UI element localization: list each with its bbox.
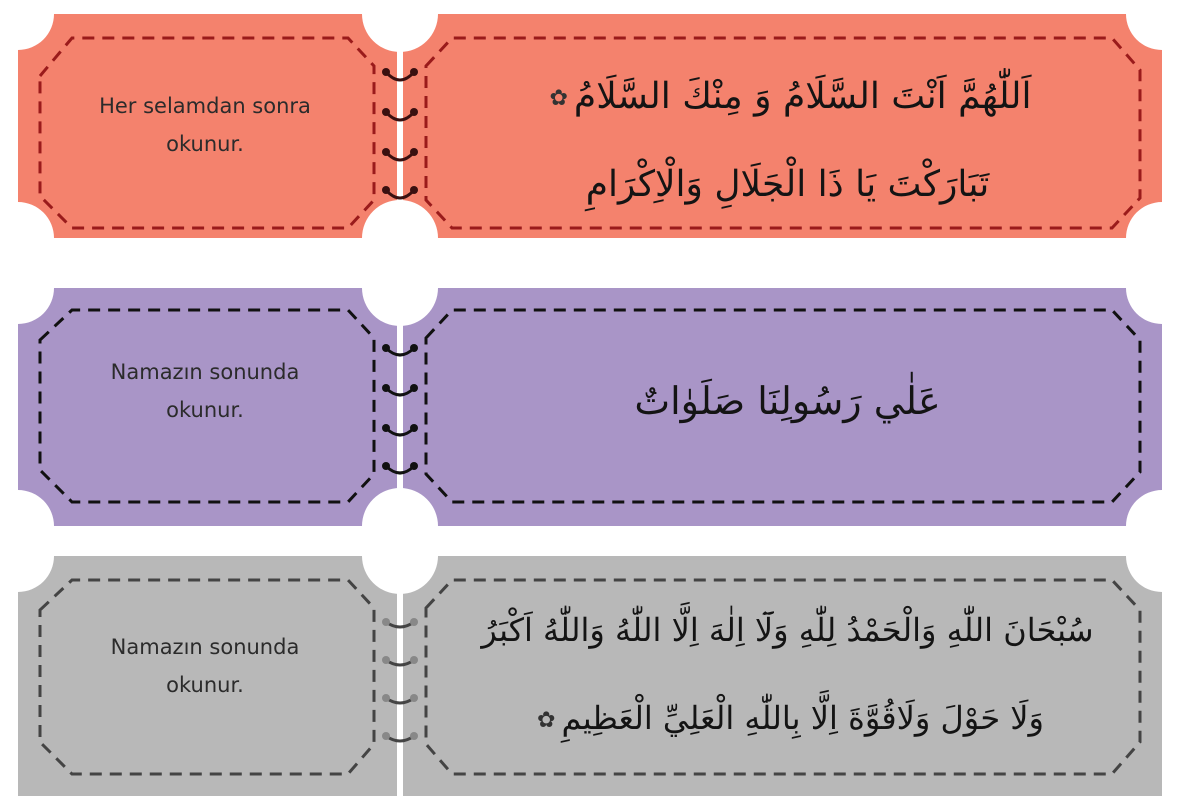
card-note-line-1: Namazın sonunda	[110, 635, 300, 659]
dua-card-2	[0, 288, 1180, 526]
card-note-line-1: Her selamdan sonra	[99, 94, 311, 118]
arabic-prayer	[430, 586, 1145, 765]
card-note-line-2: okunur.	[166, 132, 244, 156]
dua-card-1	[0, 14, 1180, 252]
arabic-prayer	[430, 358, 1145, 444]
card-note-line-1: Namazın sonunda	[110, 360, 300, 384]
card-note	[40, 628, 370, 704]
arabic-line-2: وَلَا حَوْلَ وَلَاقُوَّةَ اِلَّا بِاللّٰهِ الْعَلِيِّ الْعَظِيمِ✿	[430, 674, 1145, 765]
card-note	[40, 87, 370, 163]
arabic-prayer	[430, 54, 1145, 228]
arabic-line-1: سُبْحَانَ اللّٰهِ وَالْحَمْدُ لِلّٰهِ وَلَٓا اِلٰهَ اِلَّا اللّٰهُ وَاللّٰهُ اَكْبَرُ	[481, 611, 1094, 649]
card-note-line-2: okunur.	[166, 673, 244, 697]
card-note	[40, 353, 370, 429]
flower-ornament-icon: ✿	[537, 707, 556, 733]
flower-ornament-icon: ✿	[549, 86, 568, 111]
arabic-line-1: اَللّٰهُمَّ اَنْتَ السَّلَامُ وَ مِنْكَ السَّلَامُ✿	[430, 54, 1145, 142]
dua-card-3	[0, 556, 1180, 796]
arabic-line-1: عَلٰي رَسُولِنَا صَلَوٰاتٌ	[634, 379, 941, 423]
card-note-line-2: okunur.	[166, 398, 244, 422]
arabic-line-2: تَبَارَكْتَ يَا ذَا الْجَلَالِ وَالْاِكْرَامِ	[585, 164, 990, 205]
